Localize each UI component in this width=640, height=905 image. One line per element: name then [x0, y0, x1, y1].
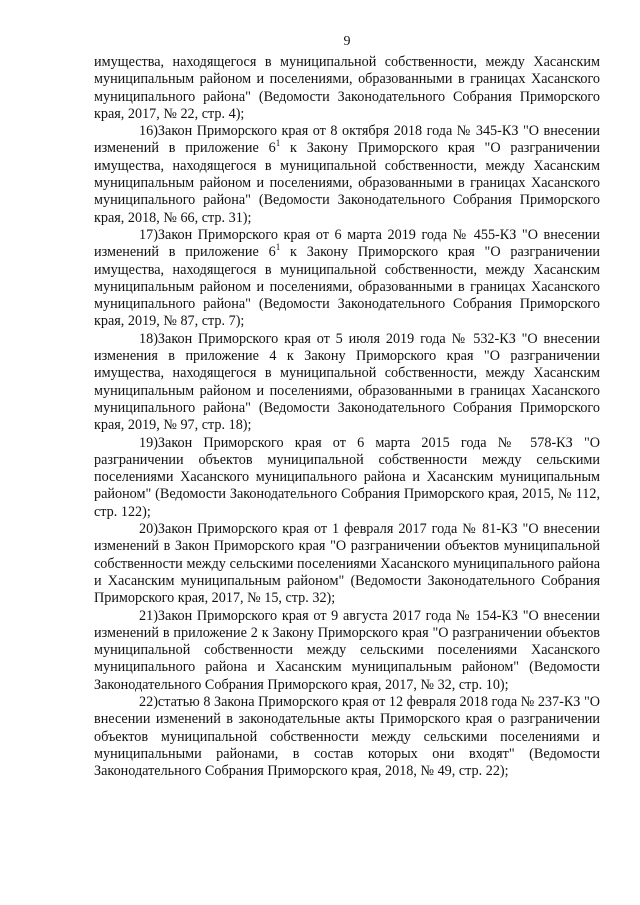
text-segment: имущества, находящегося в муниципальной собственности, между Хасанским муниципальным районом и поселениями, образованными в границах Хасанского муниципального района" (Ведомости Законодательного Собрания Приморского края, 2017, № 22, стр. 4);: [94, 54, 600, 122]
text-segment: 20)Закон Приморского края от 1 февраля 2017 года № 81-КЗ "О внесении изменений в Закон Приморского края "О разграничении объектов муниципальной собственности между сельскими поселениями Хасанского муниципального района и Хасанским муниципальным районом" (Ведомости Законодательного Собрания Приморского края, 2017, № 15, стр. 32);: [94, 521, 600, 607]
text-segment: 22)статью 8 Закона Приморского края от 12 февраля 2018 года № 237-КЗ "О внесении изменений в законодательные акты Приморского края о разграничении объектов муниципальной собственности между сельскими поселениями и муниципальными районами, в состав которых они входят" (Ведомости Законодательного Собрания Приморского края, 2018, № 49, стр. 22);: [94, 693, 600, 780]
paragraph-continuation: [94, 54, 600, 123]
text-segment: 19)Закон Приморского края от 6 марта 2015 года № 578-КЗ "О разграничении объектов муниципальной собственности между сельскими поселениями Хасанского муниципального района и Хасанским муниципальным районом" (Ведомости Законодательного Собрания Приморского края, 2015, № 112, стр. 122);: [94, 434, 600, 520]
page-number: 9: [343, 34, 351, 49]
text-segment: 18)Закон Приморского края от 5 июля 2019 года № 532-КЗ "О внесении изменения в приложение 4 к Закону Приморского края "О разграничении имущества, находящегося в муниципальной собственности, между Хасанским муниципальным районом и поселениями, образованными в границах Хасанского муниципального района" (Ведомости Законодательного Собрания Приморского края, 2019, № 97, стр. 18);: [94, 330, 600, 434]
paragraph-item-18: [94, 331, 600, 435]
paragraph-item-21: [94, 608, 600, 694]
superscript: 1: [275, 137, 281, 148]
paragraph-item-22: [94, 694, 600, 780]
text-segment: 16)Закон Приморского края от 8 октября 2018 года № 345-КЗ "О внесении изменений в приложение 6: [94, 123, 600, 157]
paragraph-item-17: [94, 227, 600, 331]
paragraph-item-20: [94, 521, 600, 607]
paragraph-item-19: [94, 435, 600, 521]
text-segment: 21)Закон Приморского края от 9 августа 2017 года № 154-КЗ "О внесении изменений в приложение 2 к Закону Приморского края "О разграничении объектов муниципальной собственности между сельскими поселениями Хасанского муниципального района и Хасанским муниципальным районом" (Ведомости Законодательного Собрания Приморского края, 2017, № 32, стр. 10);: [94, 607, 600, 693]
text-segment: 17)Закон Приморского края от 6 марта 2019 года № 455-КЗ "О внесении изменений в приложение 6: [94, 226, 600, 261]
text-segment: к Закону Приморского края "О разграничении имущества, находящегося в муниципальной собственности, между Хасанским муниципальным районом и поселениями, образованными в границах Хасанского муниципального района" (Ведомости Законодательного Собрания Приморского края, 2019, № 87, стр. 7);: [94, 244, 600, 330]
paragraph-item-16: [94, 123, 600, 227]
superscript: 1: [275, 241, 281, 252]
text-segment: к Закону Приморского края "О разграничении имущества, находящегося в муниципальной собственности, между Хасанским муниципальным районом и поселениями, образованными в границах Хасанского муниципального района" (Ведомости Законодательного Собрания Приморского края, 2018, № 66, стр. 31);: [94, 140, 600, 226]
